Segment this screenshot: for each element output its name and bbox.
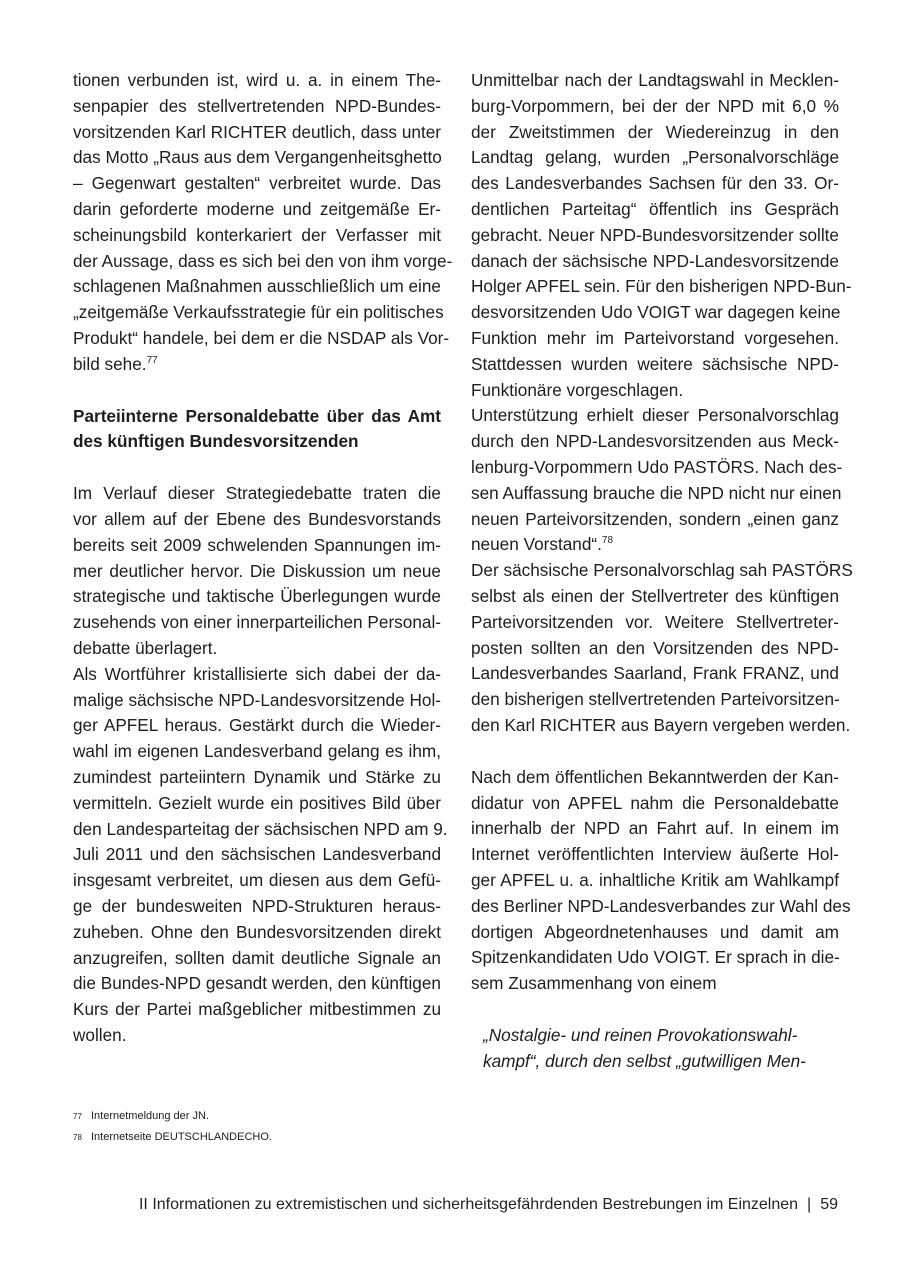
- heading-line: des künftigen Bundesvorsitzenden: [73, 431, 359, 452]
- text-line: „zeitgemäße Verkaufsstrategie für ein politisches: [73, 302, 444, 323]
- footer-separator: |: [807, 1196, 812, 1213]
- text-line: neuen Parteivorsitzenden, sondern „einen ganz: [471, 508, 839, 529]
- text-line: tionen verbunden ist, wird u. a. in einem The-: [73, 70, 441, 90]
- text-line: desvorsitzenden Udo VOIGT war dagegen keine: [471, 302, 841, 323]
- text-line: Internet veröffentlichten Interview äußerte Hol-: [471, 844, 839, 865]
- text-line: ge der bundesweiten NPD-Strukturen heraus-: [73, 895, 441, 916]
- text-line: debatte überlagert.: [73, 637, 218, 658]
- text-line: – Gegenwart gestalten“ verbreitet wurde. Das: [73, 173, 441, 194]
- text-line: gebracht. Neuer NPD-Bundesvorsitzender sollte: [471, 224, 839, 245]
- paragraph: [471, 558, 853, 739]
- text-line: Unterstützung erhielt dieser Personalvorschlag: [471, 405, 839, 426]
- text-line: senpapier des stellvertretenden NPD-Bundes-: [73, 95, 441, 116]
- section-heading: [73, 404, 441, 456]
- text-line: innerhalb der NPD an Fahrt auf. In einem im: [471, 818, 839, 839]
- text-line: dortigen Abgeordnetenhauses und damit am: [471, 921, 839, 942]
- text-line: Kurs der Partei maßgeblicher mitbestimmen zu: [73, 999, 441, 1020]
- text-line: Juli 2011 und den sächsischen Landesverband: [73, 844, 441, 865]
- quote-line: kampf“, durch den selbst „gutwilligen Men-: [483, 1050, 806, 1071]
- text-line: ger APFEL heraus. Gestärkt durch die Wieder-: [73, 715, 441, 736]
- text-line: der Aussage, dass es sich bei den von ihm vorge-: [73, 250, 453, 271]
- text-line: des Landesverbandes Sachsen für den 33. Or-: [471, 173, 839, 194]
- page-footer: [0, 1196, 838, 1214]
- text-line: Parteivorsitzenden vor. Weitere Stellvertreter-: [471, 611, 839, 632]
- text-line: den bisherigen stellvertretenden Parteivorsitzen-: [471, 689, 840, 710]
- text-line: [73, 352, 441, 378]
- text-line: insgesamt verbreitet, um diesen aus dem Gefü-: [73, 870, 441, 891]
- text-line: zusehends von einer innerparteilichen Personal-: [73, 612, 441, 633]
- footnote-number: 78: [73, 1133, 82, 1142]
- text-line: lenburg-Vorpommern Udo PASTÖRS. Nach des-: [471, 456, 843, 477]
- text-line: vor allem auf der Ebene des Bundesvorstands: [73, 508, 441, 529]
- text-line: posten sollten an den Vorsitzenden des NPD-: [471, 637, 839, 658]
- text-line: sem Zusammenhang von einem: [471, 973, 717, 994]
- footnote-text: Internetmeldung der JN.: [91, 1110, 210, 1122]
- text-line: sen Auffassung brauche die NPD nicht nur einen: [471, 482, 842, 503]
- text-line: des Berliner NPD-Landesverbandes zur Wahl des: [471, 895, 851, 916]
- footnote-77: [73, 1106, 272, 1127]
- text-fragment: neuen Vorstand“.: [471, 534, 602, 555]
- text-line: Landtag gelang, wurden „Personalvorschläge: [471, 147, 839, 168]
- paragraph: [73, 481, 441, 662]
- text-line: der Zweitstimmen der Wiedereinzug in den: [471, 121, 839, 142]
- text-line: Funktion mehr im Parteivorstand vorgesehen.: [471, 327, 839, 348]
- footnote-ref-77[interactable]: 77: [146, 354, 158, 366]
- text-line: [471, 532, 839, 558]
- text-line: Spitzenkandidaten Udo VOIGT. Er sprach in die-: [471, 947, 840, 968]
- text-line: Stattdessen wurden weitere sächsische NPD-: [471, 353, 839, 374]
- text-line: burg-Vorpommern, bei der der NPD mit 6,0 %: [471, 95, 839, 116]
- text-line: Nach dem öffentlichen Bekanntwerden der Kan-: [471, 766, 839, 787]
- text-line: den Landesparteitag der sächsischen NPD am 9.: [73, 818, 448, 839]
- text-line: Unmittelbar nach der Landtagswahl in Mecklen-: [471, 70, 839, 90]
- footnote-ref-78[interactable]: 78: [601, 535, 614, 547]
- right-column: [471, 68, 853, 1074]
- text-fragment: bild sehe.: [73, 353, 147, 374]
- text-line: Als Wortführer kristallisierte sich dabei der da-: [73, 663, 441, 684]
- paragraph: [471, 765, 851, 997]
- footnote-text: Internetseite DEUTSCHLANDECHO.: [91, 1131, 272, 1143]
- text-line: den Karl RICHTER aus Bayern vergeben werden.: [471, 714, 851, 735]
- text-line: zuheben. Ohne den Bundesvorsitzenden direkt: [73, 921, 441, 942]
- text-line: vorsitzenden Karl RICHTER deutlich, dass unter: [73, 121, 441, 142]
- left-column: [73, 68, 453, 1049]
- text-line: danach der sächsische NPD-Landesvorsitzende: [471, 250, 839, 271]
- text-line: dentlichen Parteitag“ öffentlich ins Gespräch: [471, 198, 839, 219]
- text-line: vermitteln. Gezielt wurde ein positives Bild über: [73, 792, 441, 813]
- page-number: 59: [820, 1196, 838, 1213]
- text-line: darin geforderte moderne und zeitgemäße Er-: [73, 198, 441, 219]
- paragraph: [73, 662, 448, 1049]
- text-line: Holger APFEL sein. Für den bisherigen NPD-Bun-: [471, 276, 852, 297]
- text-line: malige sächsische NPD-Landesvorsitzende Hol-: [73, 689, 441, 710]
- text-line: scheinungsbild konterkariert der Verfasser mit: [73, 224, 441, 245]
- text-line: anzugreifen, sollten damit deutliche Signale an: [73, 947, 441, 968]
- paragraph: [471, 403, 843, 558]
- text-line: didatur von APFEL nahm die Personaldebatte: [471, 792, 839, 813]
- text-line: Produkt“ handele, bei dem er die NSDAP als Vor-: [73, 327, 450, 348]
- text-line: Im Verlauf dieser Strategiedebatte traten die: [73, 483, 441, 504]
- text-line: die Bundes-NPD gesandt werden, den künftigen: [73, 973, 441, 994]
- text-line: durch den NPD-Landesvorsitzenden aus Meck-: [471, 431, 839, 452]
- text-line: das Motto „Raus aus dem Vergangenheitsghetto: [73, 147, 442, 168]
- text-line: Landesverbandes Saarland, Frank FRANZ, und: [471, 663, 839, 684]
- block-quote: [471, 1023, 839, 1075]
- text-line: wahl im eigenen Landesverband gelang es ihm,: [73, 741, 441, 762]
- footnotes: [73, 1106, 272, 1148]
- text-line: schlagenen Maßnahmen ausschließlich um eine: [73, 276, 441, 297]
- heading-line: Parteiinterne Personaldebatte über das Amt: [73, 405, 441, 426]
- text-line: Der sächsische Personalvorschlag sah PASTÖRS: [471, 560, 853, 581]
- footnote-number: 77: [73, 1112, 82, 1121]
- quote-line: „Nostalgie- und reinen Provokationswahl-: [483, 1024, 798, 1045]
- text-line: selbst als einen der Stellvertreter des künftigen: [471, 585, 839, 606]
- running-title: II Informationen zu extremistischen und sicherheitsgefährdenden Bestrebungen im Einzelnen: [138, 1196, 799, 1213]
- text-line: bereits seit 2009 schwelenden Spannungen im-: [73, 534, 441, 555]
- text-line: wollen.: [73, 1024, 127, 1045]
- text-line: mer deutlicher hervor. Die Diskussion um neue: [73, 560, 441, 581]
- text-line: zumindest parteiintern Dynamik und Stärke zu: [73, 766, 441, 787]
- text-line: Funktionäre vorgeschlagen.: [471, 379, 684, 400]
- text-line: ger APFEL u. a. inhaltliche Kritik am Wahlkampf: [471, 869, 839, 890]
- text-line: strategische und taktische Überlegungen wurde: [73, 586, 441, 607]
- paragraph: [73, 68, 453, 378]
- footnote-78: [73, 1127, 272, 1148]
- paragraph: [471, 68, 852, 403]
